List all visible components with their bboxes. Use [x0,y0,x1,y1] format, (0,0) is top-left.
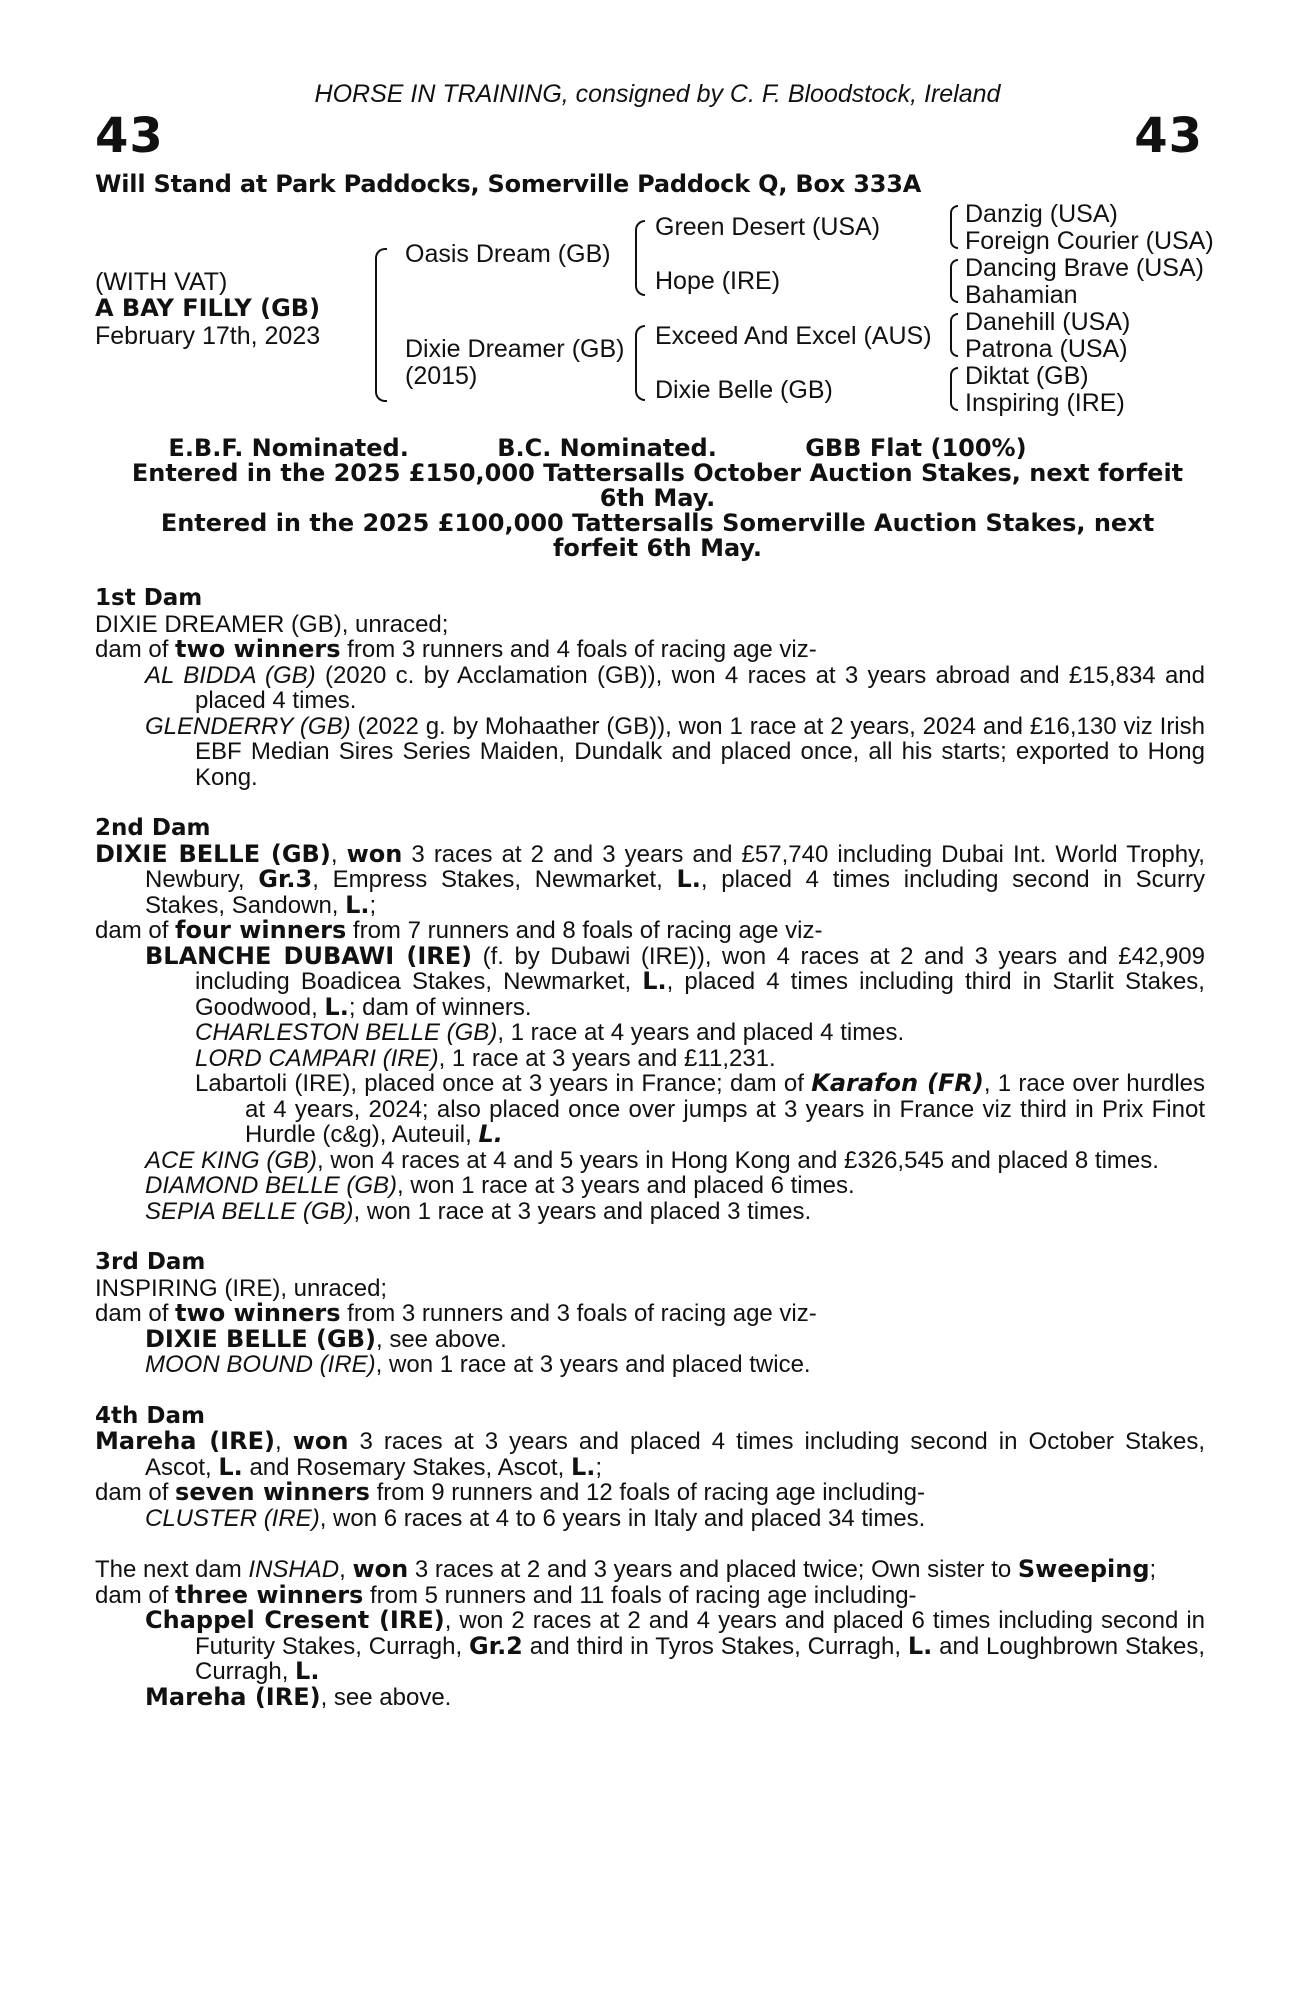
fourth-dam-heading: 4th Dam [95,1402,205,1429]
entry-1-line-a: Entered in the 2025 £150,000 Tattersalls October Auction Stakes, next forfeit [131,459,1184,487]
offspring-glenderry: GLENDERRY (GB) (2022 g. by Mohaather (GB)), won 1 race at 2 years, 2024 and £16,130 viz Irish EBF Median Sires Series Maiden, Dundalk and placed once, all his starts; exported to Hong Kong. [145,712,1205,791]
lot-name: A BAY FILLY (GB) [95,294,321,322]
offspring-blanche-dubawi: BLANCHE DUBAWI (IRE) (f. by Dubawi (IRE)), won 4 races at 2 and 3 years and £42,909 including Boadicea Stakes, Newmarket, L., placed 4 times including third in Starlit Stakes, Goodwood, L.; dam of winners. [145,941,1205,1021]
gdam-1: Foreign Courier (USA) [965,227,1214,255]
offspring-moon-bound: MOON BOUND (IRE), won 1 race at 3 years and placed twice. [145,1351,811,1378]
nominations-line [0,435,1315,461]
offspring-mareha: Mareha (IRE), see above. [145,1682,452,1711]
next-dam-produce: dam of three winners from 5 runners and 11 foals of racing age including- [95,1580,917,1609]
dam-dam: Dixie Belle (GB) [655,376,833,404]
offspring-chappel-cresent: Chappel Cresent (IRE), won 2 races at 2 and 4 years and placed 6 times including second in Futurity Stakes, Curragh, Gr.2 and third in Tyros Stakes, Curragh, L. and Loughbrown Stakes, Curragh, L. [145,1606,1206,1685]
dam: Dixie Dreamer (GB) [405,335,625,363]
offspring-sepia-belle: SEPIA BELLE (GB), won 1 race at 3 years and placed 3 times. [145,1197,812,1225]
entry-2-line-a: Entered in the 2025 £100,000 Tattersalls Somerville Auction Stakes, next [160,509,1155,537]
third-dam-produce: dam of two winners from 3 runners and 3 foals of racing age viz- [95,1299,817,1327]
g-brace-3 [950,313,958,357]
dam-brace [635,325,645,401]
second-dam-heading: 2nd Dam [95,815,211,841]
gsire-2: Dancing Brave (USA) [965,254,1204,282]
sire-dam: Hope (IRE) [655,267,781,295]
offspring-dixie-belle: DIXIE BELLE (GB), see above. [145,1324,507,1353]
offspring-cluster: CLUSTER (IRE), won 6 races at 4 to 6 years in Italy and placed 34 times. [145,1504,926,1532]
produce-record [95,586,1205,1710]
entry-1-line-b: 6th May. [599,484,716,512]
lot-number-left: 43 [95,108,164,164]
dam-year: (2015) [405,362,478,390]
fourth-dam-produce: dam of seven winners from 9 runners and 12 foals of racing age including- [95,1478,925,1506]
g-brace-2 [950,259,958,303]
offspring-charleston-belle: CHARLESTON BELLE (GB), 1 race at 4 years and placed 4 times. [195,1019,905,1046]
entry-2-line-b: forfeit 6th May. [552,534,763,562]
gdam-2: Bahamian [965,281,1078,309]
first-dam-produce: dam of two winners from 3 runners and 4 foals of racing age viz- [95,635,817,663]
third-dam-line: INSPIRING (IRE), unraced; [95,1274,388,1302]
g-brace-4 [950,367,958,411]
offspring-diamond-belle: DIAMOND BELLE (GB), won 1 race at 3 years and placed 6 times. [145,1172,855,1199]
dam-sire: Exceed And Excel (AUS) [655,322,932,350]
bc-nomination: B.C. Nominated. [497,434,717,462]
offspring-labartoli: Labartoli (IRE), placed once at 3 years in France; dam of Karafon (FR), 1 race over hurdles at 4 years, 2024; also placed once over jumps at 3 years in France viz third in Prix Finot Hurdle (c&g), Auteuil, L. [195,1069,1205,1148]
foaling-date: February 17th, 2023 [95,322,321,350]
first-dam-heading: 1st Dam [95,585,203,611]
gdam-4: Inspiring (IRE) [965,389,1125,417]
stand-location: Will Stand at Park Paddocks, Somerville Paddock Q, Box 333A [95,170,922,198]
catalogue-header: HORSE IN TRAINING, consigned by C. F. Bloodstock, Ireland [314,80,1001,108]
gdam-3: Patrona (USA) [965,335,1128,363]
offspring-ace-king: ACE KING (GB), won 4 races at 4 and 5 years in Hong Kong and £326,545 and placed 8 times. [145,1146,1159,1174]
fourth-dam-record: Mareha (IRE), won 3 races at 3 years and placed 4 times including second in October Stakes, Ascot, L. and Rosemary Stakes, Ascot, L.; [95,1427,1205,1481]
next-dam-record: The next dam INSHAD, won 3 races at 2 and 3 years and placed twice; Own sister to Sweeping; [95,1555,1157,1583]
pedigree-brace [375,248,387,402]
gsire-3: Danehill (USA) [965,308,1131,336]
second-dam-produce: dam of four winners from 7 runners and 8 foals of racing age viz- [95,916,823,944]
offspring-al-bidda: AL BIDDA (GB) (2020 c. by Acclamation (GB)), won 4 races at 3 years abroad and £15,834 and placed 4 times. [145,661,1206,714]
sire-sire: Green Desert (USA) [655,213,881,241]
gsire-1: Danzig (USA) [965,200,1118,228]
g-brace-1 [950,205,958,249]
gsire-4: Diktat (GB) [965,362,1089,390]
third-dam-heading: 3rd Dam [95,1249,206,1275]
second-dam-record: DIXIE BELLE (GB), won 3 races at 2 and 3 years and £57,740 including Dubai Int. World Trophy, Newbury, Gr.3, Empress Stakes, Newmarket, L., placed 4 times including second in Scurry Stakes, Sandown, L.; [95,839,1205,919]
sire-brace [635,220,645,296]
sire: Oasis Dream (GB) [405,240,611,268]
ebf-nomination: E.B.F. Nominated. [168,434,409,462]
gbb-flat: GBB Flat (100%) [805,434,1027,462]
first-dam-line: DIXIE DREAMER (GB), unraced; [95,610,449,638]
offspring-lord-campari: LORD CAMPARI (IRE), 1 race at 3 years and £11,231. [195,1044,776,1072]
vat-note: (WITH VAT) [95,268,228,296]
lot-number-right: 43 [1134,108,1203,164]
